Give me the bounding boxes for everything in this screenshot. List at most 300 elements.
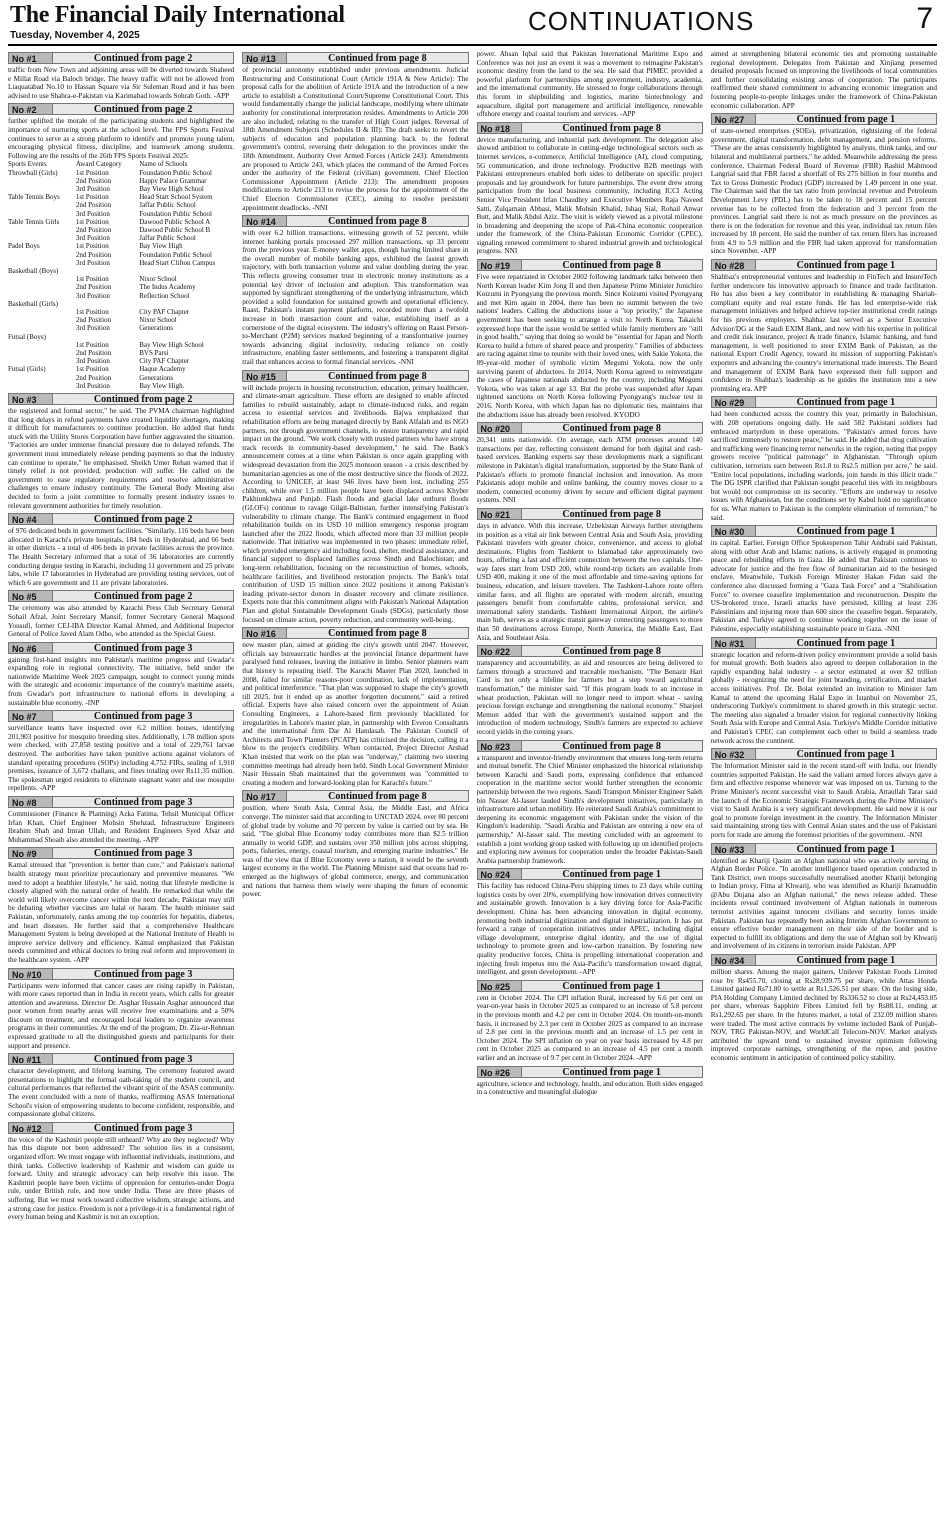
block-title: Continued from page 3 <box>53 1122 234 1134</box>
results-cell <box>8 382 76 390</box>
results-row <box>8 210 234 218</box>
results-cell: 3rd Position <box>75 381 110 390</box>
block-paragraph: The Information Minister said in the recent stand-off with India, our friendly countries supported Pakistan. He said the valiant armed forces always gave a firm and effective response whenever war was imposed on us. Turning to the Prime Minister's recent successful visit to Saudi Arabia, Attaullah Tarar said the launch of the Economic Strategic Framework during the Prime Minister's visit to Saudi Arabia is a very significant development. He said now it is our goal to promote foreign investment in the country. The Information Minister said maintaining strong ties with Central Asian states and the use of Pakistani ports for trade are among the foremost priorities of the government. -NNI <box>710 762 937 839</box>
block-header <box>8 847 234 859</box>
block-paragraph: days in advance. With this increase, Uzbekistan Airways further strengthens its position as a vital air link between Central Asia and South Asia, providing Pakistani travelers with greater choice, convenience, and access to global destinations. Flights from Tashkent to Islamabad take approximately two hours, offering a fast and efficient connection between the two capitals. One-way fares start from USD 200, while round-trip tickets are available from USD 400, making it one of the most affordable and time-saving options for business, education, and leisure travelers. The Tashkent-Lahore route offers similar fares, and all flights are operated with modern aircraft, ensuring passengers benefit from comfortable cabins, professional service, and international safety standards. Tashkent International Airport, the airline's main hub, serves as a strategic transit gateway connecting passengers to more than 50 destinations across Europe, North America, the Middle East, East Asia, and Southeast Asia. <box>476 521 703 642</box>
results-cell: Generations <box>139 373 174 382</box>
block-header <box>8 513 234 525</box>
results-cell: The Indus Academy <box>139 283 196 292</box>
results-cell: 3rd Position <box>75 234 110 243</box>
results-cell: 1st Position <box>75 193 109 202</box>
results-row <box>8 292 234 300</box>
block-paragraph: the voice of the Kashmiri people still unheard? Why are they neglected? Why has this dispute not been addressed? The solution lies in a consistent, organized effort. We must engage with influential individuals, institutions, and think tanks. Collective leadership of Kashmir and wisdom can guide us forward. Unity and strategic advocacy can help resolve this issue. The Kashmiri people have been victims of oppression for centuries-under Dogra rule, under British rule, and now under India. These are three phases of suffering. But we must work toward collective wisdom, strategic actions, and a strong case for justice. Freedom is not a privilege-it is a fundamental right of every human being and Kashmir is not an exception. <box>8 1135 235 1222</box>
block-number: No #17 <box>242 790 287 802</box>
results-row <box>8 283 234 291</box>
block-title: Continued from page 8 <box>522 422 703 434</box>
continuation-block <box>711 637 937 746</box>
block-number: No #5 <box>8 590 53 602</box>
block-paragraph: Commissioner (Finance & Planning) Azka Fatima, Tehsil Municipal Officer Irfan Khan, Chief Engineer Mohsin Shehzad, Infrastructure Engineers Ibrahim Shah and Imran Ullah, and Resident Engineers Syed Afsar and Muhammad Shoaib also attended the meeting. -APP <box>8 810 235 844</box>
results-cell: 1st Position <box>75 242 109 251</box>
results-cell <box>8 283 76 291</box>
block-header <box>711 843 937 855</box>
results-cell <box>76 333 139 341</box>
block-text <box>477 50 703 119</box>
block-header <box>8 642 234 654</box>
page-number: 7 <box>916 2 933 35</box>
block-paragraph: aimed at strengthening bilateral economic ties and promoting sustainable regional development. Delegates from Pakistan and Xinjiang presented detailed proposals focused on improving the livelihoods of local communities and further consolidating existing areas of cooperation. The participants reaffirmed their shared commitment to advancing economic integration and fostering people-to-people linkages under the framework of China-Pakistan economic collaboration. APP <box>710 50 937 110</box>
results-row <box>8 300 234 308</box>
block-number: No #7 <box>8 710 53 722</box>
block-text <box>711 410 937 522</box>
results-cell: 1st Position <box>75 275 109 284</box>
block-header <box>477 1066 703 1078</box>
block-paragraph: Five were repatriated in October 2002 following landmark talks between then North Korean leader Kim Jong Il and then Japanese Prime Minister Junichiro Koizumi in Pyongyang the previous month. Since Koizumi visited Pyongyang and met Kim again in 2004, there has been no summit between the two nations' leaders. Calling the abductions issue a "top priority," the Japanese government has been seeking to arrange a visit to North Korea. Takaichi expressed hope that the issue would be settled while family members are "still in good health," saying that doing so would be "essential for Japan and North Korea to build a future of shared peace and prosperity." Families of abductees are racing against time to reunite with their loved ones, with Sakie Yokota, the 89-year-old mother of symbolic victim Megumi Yokota, now the only surviving parent of abductees. In 2014, North Korea agreed to reinvestigate the cases of Japanese nationals abducted by the country, including Megumi Yokota, who was taken at age 13. But the probe was suspended after Japan tightened sanctions on North Korea following Pyongyang's nuclear test in 2016. North Korea, with which Japan has no diplomatic ties, maintains that the abductions issue has already been resolved. KYODO <box>476 273 703 419</box>
results-row <box>8 316 234 324</box>
block-title: Continued from page 1 <box>756 954 937 966</box>
results-row <box>8 341 234 349</box>
block-number: No #12 <box>8 1122 53 1134</box>
results-row <box>8 382 234 390</box>
block-paragraph: device manufacturing, and industrial park development. The delegation also showed ambition to collaborate in cutting-edge technological sectors such as Internet services, e-commerce, Artificial Intelligence (AI), cloud computing, 5G communication, and drone technology. Productive B2B meetings with Pakistani entrepreneurs enabled both sides to deliberate on specific project proposals and lay groundwork for future partnerships. The event drew strong participation from the local business community, including ICCI Acting Senior Vice President Irfan Chaudhry and Executive Members Raja Naveed Satti, Zulqarnain Abbasi, Malik Mohsin Khalid, Ishaq Sial, Rohail Anwar Butt, and Malik Abdul Aziz. The visit is widely viewed as a pivotal milestone in broadening and deepening the scope of Pak-China economic cooperation under the framework of the China-Pakistan Economic Corridor (CPEC), signaling renewed commitment to shared industrial growth and technological progress. NNI <box>476 135 703 256</box>
block-title: Continued from page 1 <box>756 843 937 855</box>
block-header <box>8 393 234 405</box>
results-cell: Generations <box>139 324 174 333</box>
block-title: Continued from page 1 <box>756 748 937 760</box>
block-paragraph: its capital. Earlier, Foreign Office Spokesperson Tahir Andrabi said Pakistan, along with other Arab and Islamic nations, is actively engaged in promoting peace and rebuilding efforts in Gaza. He added that Pakistan continues to advocate for justice and the free flow of humanitarian aid to the besieged enclave. Meanwhile, Turkish Foreign Minister Hakan Fidan said the conference also discussed forming a "Gaza Task Force" and a "Stabilisation Force" to oversee ceasefire implementation and reconstruction. Despite the US-brokered truce, Israeli attacks have persisted, killing at least 236 Palestinians and injuring more than 600 since the ceasefire began. Separately, Pakistan and Turkiye agreed to continue working together on the issue of Palestine, especially establishing sustainable peace in Gaza. -NNI <box>710 539 937 634</box>
results-cell <box>8 308 76 316</box>
results-cell <box>139 333 234 341</box>
block-header <box>477 740 703 752</box>
newspaper-title: The Financial Daily International <box>10 2 345 28</box>
results-cell: 1st Position <box>75 340 109 349</box>
block-title: Continued from page 1 <box>522 868 703 880</box>
continuation-block <box>8 590 234 638</box>
continuation-block <box>8 847 234 964</box>
block-text <box>477 882 703 977</box>
block-title: Continued from page 2 <box>53 513 234 525</box>
block-title: Continued from page 8 <box>522 259 703 271</box>
results-cell: 2nd Position <box>75 250 112 259</box>
results-cell: Sports Events <box>8 160 47 169</box>
results-row <box>8 193 234 201</box>
results-cell: Basketball (Boys) <box>8 266 59 275</box>
continuation-block <box>242 627 468 787</box>
results-cell <box>8 341 76 349</box>
continuation-block <box>711 259 937 393</box>
continuation-block <box>8 968 234 1051</box>
results-cell <box>8 251 76 259</box>
block-number: No #28 <box>711 259 756 271</box>
block-paragraph: cent in October 2024. The CPI inflation Rural, increased by 6.6 per cent on year-on-year basis in October 2025 as compared to an increase of 5.8 percent in the previous month and 4.2 per cent in October 2024. On month-on-month basis, it increased by 2.3 per cent in October 2025 as compared to an increase of 2.8 per cent in the previous month and an increase of 1.5 per cent in October 2024. The SPI inflation on year on year basis increased by 4.8 per cent in October 2025 as compared to an increase of 4.5 per cent a month earlier and an increase of 9.7 per cent in October 2024. -APP <box>476 993 703 1062</box>
block-text <box>242 384 468 625</box>
block-header <box>477 259 703 271</box>
results-cell: City PAF Chapter <box>139 357 190 366</box>
block-number: No #18 <box>477 122 522 134</box>
block-text <box>8 407 234 510</box>
continuation-block <box>477 645 703 736</box>
block-title: Continued from page 1 <box>522 980 703 992</box>
block-text <box>711 50 937 110</box>
results-cell: 2nd Position <box>75 373 112 382</box>
block-title: Continued from page 3 <box>53 1053 234 1065</box>
block-text <box>8 724 234 793</box>
results-cell <box>139 267 234 275</box>
block-title: Continued from page 8 <box>522 740 703 752</box>
block-title: Continued from page 1 <box>756 637 937 649</box>
block-number: No #6 <box>8 642 53 654</box>
results-cell <box>8 316 76 324</box>
sports-results-table <box>8 160 234 390</box>
column-2 <box>242 50 468 1520</box>
results-cell: Name of Schools <box>139 160 188 169</box>
block-text <box>477 273 703 419</box>
continuation-block <box>711 113 937 256</box>
block-text <box>711 857 937 952</box>
results-cell <box>8 210 76 218</box>
block-header <box>477 980 703 992</box>
results-row <box>8 308 234 316</box>
block-header <box>711 637 937 649</box>
block-title: Continued from page 8 <box>522 645 703 657</box>
block-title: Continued from page 3 <box>53 968 234 980</box>
results-cell: 2nd Position <box>75 201 112 210</box>
results-cell <box>8 185 76 193</box>
results-cell: Bay View High School <box>139 184 204 193</box>
results-cell <box>8 324 76 332</box>
block-header <box>8 103 234 115</box>
block-text <box>477 136 703 256</box>
block-title: Continued from page 2 <box>53 103 234 115</box>
results-row <box>8 234 234 242</box>
block-title: Continued from page 1 <box>756 525 937 537</box>
results-cell: 1st Position <box>75 168 109 177</box>
block-text <box>8 604 234 638</box>
block-text <box>242 229 468 367</box>
results-cell <box>8 259 76 267</box>
block-paragraph: the registered and formal sector," he said. The PVMA chairman highlighted that long delays in refund payments have created liquidity shortages, making it difficult for manufacturers to continue production. He added that funds stuck with the Utility Stores Corporation have further aggravated the situation. "Factories are under immense financial pressure due to delayed refunds. The government must immediately release pending payments so that the industry can continue to operate," he emphasised. Sheikh Umer Rehan warned that if timely relief is not provided, production will suffer. He called on the government to ease regulatory requirements and resolve administrative challenges to ensure industry continuity. The General Body Meeting also decided to form a joint committee to formally present industry issues to relevant government authorities for timely resolution. <box>8 407 235 510</box>
block-number: No #20 <box>477 422 522 434</box>
block-header <box>8 710 234 722</box>
results-cell: 3rd Position <box>75 258 110 267</box>
block-text <box>242 641 468 787</box>
block-header <box>242 370 468 382</box>
results-cell: Dawood Public School A <box>139 217 211 226</box>
block-number: No #26 <box>477 1066 522 1078</box>
results-cell: Foundation Public School <box>139 209 212 218</box>
block-text <box>8 66 234 100</box>
continuation-block <box>8 1053 234 1119</box>
block-text <box>711 539 937 634</box>
block-number: No #29 <box>711 396 756 408</box>
results-cell: 1st Position <box>75 217 109 226</box>
continuation-block <box>711 525 937 634</box>
block-title: Continued from page 2 <box>53 52 234 64</box>
results-row <box>8 333 234 341</box>
results-row <box>8 251 234 259</box>
results-cell: Nixor School <box>139 316 177 325</box>
block-text <box>8 861 234 964</box>
block-paragraph: transparency and accountability, as aid and resources are being delivered to farmers through a structured and traceable mechanism. "The Benazir Hari Card is not only a lifeline for farmers but a step toward agricultural transformation," the minister said. "If this program leads to an increase in wheat production, Pakistan will no longer need to import wheat - saving precious foreign exchange and strengthening the national economy." Sharjeel Memon added that with the government's sustained support and the introduction of modern technology, Sindh's farmers are expected to achieve record yields in the coming years. <box>476 659 703 736</box>
block-header <box>242 627 468 639</box>
results-row <box>8 275 234 283</box>
block-paragraph: further uplifted the morale of the participating students and highlighted the importance of nurturing sports at the school level. The FPS Sports Festival continues to serve as a strong platform to identify and promote young talent, encouraging physical fitness, discipline, and teamwork among students. Following are the results of the 26th FPS Sports Festival 2025: <box>8 117 235 160</box>
continuation-block <box>242 370 468 625</box>
block-number: No #32 <box>711 748 756 760</box>
block-text <box>242 66 468 212</box>
results-cell: Bay View High. <box>139 381 185 390</box>
block-number: No #33 <box>711 843 756 855</box>
block-number: No #31 <box>711 637 756 649</box>
block-header <box>477 508 703 520</box>
continuation-block <box>477 259 703 419</box>
results-cell: Happy Palace Grammar <box>139 176 207 185</box>
results-cell: Nixor School <box>139 275 177 284</box>
continuation-block <box>477 980 703 1063</box>
results-cell <box>8 226 76 234</box>
results-cell: Throwball (Girls) <box>8 168 58 177</box>
block-number: No #4 <box>8 513 53 525</box>
results-cell: Foundation Public School <box>139 168 212 177</box>
block-title: Continued from page 1 <box>756 113 937 125</box>
continuation-block <box>8 52 234 100</box>
continuation-block <box>711 396 937 522</box>
block-paragraph: Participants were informed that cancer cases are rising rapidly in Pakistan, with more cases reported than in India in recent years, which calls for greater attention and awareness. Director Dr. Asghar Hussain Asghar announced that poor women from nearby areas will receive free examinations and a 50% discount on treatment, and encouraged local leaders to organize awareness programs in their communities. At the end of the program, Dr. Zia-ur-Rehman expressed gratitude to all the distinguished guests and participants for their support and presence. <box>8 981 235 1050</box>
results-cell: Padel Boys <box>8 242 40 251</box>
block-header <box>8 52 234 64</box>
continuation-block <box>477 122 703 256</box>
results-cell: 3rd Position <box>75 209 110 218</box>
block-paragraph: had been conducted across the country this year, primarily in Balochistan, with 208 operations ongoing daily. He said 582 Pakistani soldiers had embraced martyrdom in these operations. "Pakistan's armed forces have sacrificed immensely to restore peace," he said. He added that drug cultivation and trafficking were financing terror networks in the region, noting that poppy growers receive "political patronage" in Afghanistan. "Through opium cultivation, terrorists earn between Rs1.8 to Rs2.5 million per acre," he said. "Entire local populations, including warlords, join hands in this illicit trade." The DG ISPR clarified that Pakistan sought peaceful ties with its neighbours but would not compromise on its security. "Efforts are underway to resolve issues with Afghanistan, but the conditions set by Kabul hold no significance for us. What matters to Pakistan is the complete elimination of terrorism," he said. <box>710 410 937 522</box>
column-3 <box>477 50 703 1520</box>
block-number: No #34 <box>711 954 756 966</box>
block-title: Continued from page 1 <box>756 396 937 408</box>
results-cell: Head Start School System <box>139 193 213 202</box>
continuation-block <box>477 50 703 119</box>
block-paragraph: This facility has reduced China-Peru shipping times to 23 days while cutting logistics costs by over 20%, exemplifying how innovation drives connectivity and sustainable growth. Innovation is a key driving force for Asia-Pacific development. China has been advancing innovation in digital economy, promoting both industrial digitization and digital industrialization. It has put forward a range of cooperation initiatives under APEC, including digital village development, enterprise digital identity, and the use of digital technology to promote green and low-carbon transition. By fostering new quality productive forces, China is propelling international cooperation and injecting fresh impetus into the Asia-Pacific's transformation toward digital, intelligent, and green development. -APP <box>476 882 703 977</box>
results-cell: Futsal (Girls) <box>8 365 46 374</box>
block-text <box>8 656 234 708</box>
block-paragraph: of provincial autonomy established under previous amendments. Judicial Restructuring and Constitutional Court (Article 191A & New Article): The proposal calls for the abolition of Article 191A and the introduction of a new article to establish a Constitutional Court/Supreme Constitutional Court. This would fundamentally change the judicial landscape, modifying where ultimate authority for constitutional interpretation resides. Amendments to Article 200 are also included, relating to the transfer of High Court judges. Reversal of 18th Amendment Subjects (Schedules II & III): The draft seeks to revert the subjects of education and population planning back to the federal government's control, reversing their delegation to the provinces under the 18th Amendment. Authority Over Armed Forces (Article 243): Amendments are proposed to Article 243, which places the command of the Armed Forces under the authority of the Federal (civilian) government. Chief Election Commissioner Appointment (Article 213): The amendment proposes modifications to Article 213 to revise the process for the appointment of the Chief Election Commissioner (CEC), aiming to resolve persistent appointment deadlocks. -NNI <box>242 66 469 212</box>
results-cell: 2nd Position <box>75 283 112 292</box>
results-cell: Futsal (Boys) <box>8 332 46 341</box>
block-header <box>711 113 937 125</box>
block-text <box>711 651 937 746</box>
continuation-block <box>8 710 234 793</box>
block-number: No #3 <box>8 393 53 405</box>
block-paragraph: traffic from New Town and adjoining areas will be diverted towards Shaheed e Millat Road via Baloch bridge. The heavy traffic will not be allowed from Liaquatabad No.10 to Hassan Square via Sir Suleman Road and it has been advised to use Shahra-e-Pakistan via Karimabad towards Sohrab Goth. -APP <box>8 66 235 100</box>
block-paragraph: will include projects in housing reconstruction, education, primary healthcare, and climate-smart agriculture. These efforts are designed to enable affected families to rebuild sustainably, adapt to climate-induced risks, and regain access to essential services and livelihoods. Bajwa emphasized that rehabilitation efforts are being managed directly by Bank Alfalah and its NGO partners, not through government channels, to ensure transparency and rapid impact on the ground. "We work closely with trusted partners who have strong track records in community-based development," he said. The Bank's announcement comes at a time when Pakistan is once again grappling with widespread devastation from the 2025 monsoon season - a crisis described by humanitarian agencies as one of the most destructive since the floods of 2022. According to UNICEF, at least 946 lives have been lost, including 255 children, while over 1.5 million people have been displaced across Khyber Pakhtunkhwa and Punjab. Flash floods and glacial lake outburst floods (GLOFs) continue to ravage Gilgit-Baltistan, further intensifying Pakistan's vulnerability to climate change. The Bank's continued engagement in flood rehabilitation builds on its USD 10 million emergency response program launched after the 2022 floods, which affected more than 33 million people nationwide. That initiative was implemented in two phases: immediate relief, which provided emergency aid including food, shelter, medical assistance, and financial support to displaced families across Sindh and Balochistan; and long-term rehabilitation, focusing on the reconstruction of homes, schools, healthcare facilities, and livelihood restoration projects. The Bank's total contribution of USD 15 million since 2022 positions it among Pakistan's leading private-sector donors in disaster recovery and climate resilience. Experts note that this commitment aligns with Pakistan's National Adaptation Plan and global Sustainable Development Goals (SDGs), particularly those focused on climate action, poverty reduction, and community well-being. <box>242 383 469 624</box>
block-title: Continued from page 2 <box>53 393 234 405</box>
results-cell: 3rd Position <box>75 324 110 333</box>
block-paragraph: The ceremony was also attended by Karachi Press Club Secretary General Sohail Afzal, Joint Secretary Mansif, former Secretary General Maqsood Yousufi, former CEJ-IBA Director Kamal Ahmed, and Additional Inspector General of Police Javed Alam Odho, who attended as the Special Guest. <box>8 604 235 639</box>
results-cell: 1st Position <box>75 308 109 316</box>
results-cell <box>8 234 76 242</box>
block-paragraph: a transparent and investor-friendly environment that ensures long-term returns and mutual benefit. The Chief Minister emphasized the historical relationship between Karachi and Saudi ports, expressing confidence that enhanced cooperation in the maritime sector would further strengthen the economic partnership between the two regions. Saudi Transport Minister Engineer Saleh bin Nasser Al-Jasser lauded Sindh's development initiatives, particularly in infrastructure and urban mobility. He reiterated Saudi Arabia's commitment to deepening its economic engagement with Pakistan under the vision of the Kingdom's leadership. "Saudi Arabia and Pakistan are entering a new era of partnership," Al-Jasser said. The meeting concluded with an agreement to establish a joint working group tasked with following up on identified projects and exploring new avenues for cooperation under the broader Pakistan-Saudi Arabia partnership framework. <box>476 753 703 865</box>
block-title: Continued from page 8 <box>522 508 703 520</box>
block-title: Continued from page 8 <box>287 215 468 227</box>
block-text <box>711 127 937 256</box>
block-number: No #23 <box>477 740 522 752</box>
block-title: Continued from page 3 <box>53 710 234 722</box>
block-header <box>711 525 937 537</box>
results-row <box>8 259 234 267</box>
block-number: No #13 <box>242 52 287 64</box>
results-row <box>8 349 234 357</box>
results-cell <box>8 349 76 357</box>
block-header <box>8 1122 234 1134</box>
continuation-block <box>477 422 703 505</box>
results-row <box>8 267 234 275</box>
results-cell: Basketball (Girls) <box>8 299 58 308</box>
results-cell: 2nd Position <box>75 349 112 358</box>
results-cell: 2nd Position <box>75 316 112 325</box>
results-cell <box>76 267 139 275</box>
block-paragraph: character development, and lifelong learning. The ceremony featured award presentations to highlight the formal oath-taking of the student council, and cultural performances that reflected the vibrant spirit of the ASAS community. The event concluded with a note of thanks, reaffirming ASAS International School's vision of empowering students to become confident, responsible, and compassionate global citizens. <box>8 1067 235 1119</box>
block-text <box>711 968 937 1063</box>
block-text <box>711 273 937 393</box>
block-title: Continued from page 8 <box>287 370 468 382</box>
results-row <box>8 226 234 234</box>
block-title: Continued from page 1 <box>756 259 937 271</box>
continuation-block <box>477 1066 703 1097</box>
block-text <box>477 994 703 1063</box>
block-number: No #30 <box>711 525 756 537</box>
results-cell <box>139 300 234 308</box>
issue-date: Tuesday, November 4, 2025 <box>10 30 140 41</box>
block-paragraph: million shares. Among the major gainers, Unilever Pakistan Foods Limited rose by Rs455.70, closing at Rs28,939.75 per share, while Attas Honda Limited gained Rs71.80 to settle at Rs1,526.51 per share. On the losing side, PIA Holding Company Limited declined by Rs336.52 to close at Rs24,453.05 per share, whereas Sapphire Fibres Limited fell by Rs88.11, ending at Rs1,292.65 per share. In the futures market, a total of 232.09 million shares were traded. The most active contracts by volume included Bank of Punjab-NOV, TRG Pakistan-NOV, and WorldCall Telecom-NOV. Market analysts attributed the upward trend to sustained investor optimism following improved corporate earnings, strengthening of the rupee, and positive economic sentiment in anticipation of continued policy stability. <box>710 968 937 1062</box>
results-cell: 2nd Position <box>75 176 112 185</box>
results-cell: 3rd Position <box>75 291 110 300</box>
results-cell: 2nd Position <box>75 225 112 234</box>
results-cell: Jaffar Public School <box>139 234 196 243</box>
block-title: Continued from page 8 <box>522 122 703 134</box>
results-cell <box>8 177 76 185</box>
block-number: No #16 <box>242 627 287 639</box>
block-number: No #19 <box>477 259 522 271</box>
block-text <box>8 117 234 160</box>
block-header <box>477 422 703 434</box>
continuation-block <box>8 513 234 587</box>
block-title: Continued from page 3 <box>53 642 234 654</box>
results-cell <box>8 275 76 283</box>
block-number: No #25 <box>477 980 522 992</box>
block-title: Continued from page 2 <box>53 590 234 602</box>
masthead-rule <box>8 44 937 46</box>
continuation-block <box>242 215 468 367</box>
continuation-block <box>477 868 703 977</box>
column-4 <box>711 50 937 1520</box>
block-number: No #9 <box>8 847 53 859</box>
results-cell: Bay View High School <box>139 340 204 349</box>
block-paragraph: gaining first-hand insights into Pakistan's maritime progress and Gwadar's expanding role in regional connectivity. The initiative, held under the nationwide Maritime Week 2025 campaign, sought to connect young minds with the strategic and economic importance of the country's maritime assets, from Gwadar's port infrastructure to national efforts in developing a sustainable blue economy. -INP <box>8 655 235 707</box>
block-number: No #2 <box>8 103 53 115</box>
results-cell <box>8 292 76 300</box>
continuation-block <box>711 843 937 952</box>
block-text <box>242 804 468 899</box>
continuation-block <box>711 748 937 839</box>
block-title: Continued from page 3 <box>53 847 234 859</box>
block-paragraph: 20,341 units nationwide. On average, each ATM processes around 140 transactions per day, reflecting consistent demand for both digital and cash-based services. Banking experts say these developments mark a significant milestone in Pakistan's digital transformation, supported by the State Bank of Pakistan's efforts to promote financial inclusion and innovation. As more Pakistanis adopt mobile and online banking, the country moves closer to a modern, connected economy driven by secure and efficient digital payment systems. NNI <box>476 436 703 505</box>
results-cell: City PAF Chapter <box>139 308 190 316</box>
block-paragraph: new master plan, aimed at guiding the city's growth until 2047. However, officials say bureaucratic hurdles at the provincial finance department have paralysed fund releases, leaving the initiative in limbo. Senior planners warn that history is repeating itself. The Karachi Master Plan 2020, launched in 2008, failed for similar reasons-poor coordination, lack of implementation, and political interference. "That plan was supposed to shape the city's growth till 2025, but it ended up as another forgotten document," said a retired official. Experts have also raised concern over the appointment of Asian Consulting Engineers, a Lahore-based firm previously blacklisted for irregularities in Lahore's master plan, in partnership with Everon Consultants and the international firm Dar Al Handasah. The Pakistan Council of Architects and Town Planners (PCATP) has criticised the decision, calling it a blow to the project's credibility. When contacted, Project Director Arshad Khan insisted that work on the plan was "underway," claiming two steering committee meetings had already been held. Sindh Local Government Minister Nasir Hussain Shah maintained that the government was "committed to creating a modern and forward-looking plan for Karachi's future." <box>242 641 469 787</box>
block-title: Continued from page 8 <box>287 627 468 639</box>
results-row <box>8 242 234 250</box>
block-header <box>477 122 703 134</box>
block-text <box>477 754 703 866</box>
block-text <box>477 659 703 736</box>
results-row <box>8 169 234 177</box>
results-row <box>8 185 234 193</box>
block-number: No #24 <box>477 868 522 880</box>
block-header <box>8 968 234 980</box>
block-text <box>477 436 703 505</box>
continuation-block <box>242 790 468 899</box>
block-header <box>8 590 234 602</box>
results-cell: Table Tennis Boys <box>8 193 60 202</box>
continuation-block <box>477 508 703 642</box>
results-row <box>8 324 234 332</box>
block-header <box>477 868 703 880</box>
block-number: No #11 <box>8 1053 53 1065</box>
block-text <box>477 522 703 642</box>
continuation-block <box>711 50 937 110</box>
block-text <box>8 810 234 844</box>
continuation-block <box>242 52 468 212</box>
block-header <box>711 396 937 408</box>
results-row <box>8 177 234 185</box>
block-number: No #10 <box>8 968 53 980</box>
results-row <box>8 218 234 226</box>
block-paragraph: strategic location and reform-driven policy environment provide a solid basis for mutual growth. Both leaders also agreed to deepen collaboration in the rapidly expanding halal industry - a sector estimated at over $2 trillion globally - recognizing the need for joint branding, certification, and market access initiatives. Prof. Dr. Bolat extended an invitation to Minister Jam Kamal to attend the upcoming Halal Expo in Istanbul on November 25, underscoring Turkiye's commitment to shared growth in this strategic sector. The meeting also signaled a broader vision for regional connectivity linking South Asia with Europe and Central Asia. Turkiye's Middle Corridor initiative and Pakistan's CPEC can complement each other to build a seamless trade network across the continent. <box>710 650 937 745</box>
results-cell: Bay View High <box>139 242 183 251</box>
results-cell: Haque Academy <box>139 365 186 374</box>
results-cell: 1st Position <box>75 365 109 374</box>
block-number: No #21 <box>477 508 522 520</box>
block-text <box>8 1067 234 1119</box>
block-header <box>242 790 468 802</box>
results-cell <box>8 374 76 382</box>
block-paragraph: of 976 dedicated beds in government facilities. "Similarly, 116 beds have been allocated in Karachi's private hospitals, 184 beds in Hyderabad, and 66 beds in other districts - a total of 406 beds in private facilities across the province. The Health Secretary informed that a total of 36 laboratories are currently conducting dengue testing in Karachi, including 11 government and 25 private labs, while 17 laboratories in Hyderabad are providing testing services, out of which 6 are government and 11 are private laboratories. <box>8 527 235 587</box>
continuation-block <box>8 1122 234 1222</box>
results-row <box>8 357 234 365</box>
block-header <box>242 215 468 227</box>
block-header <box>8 1053 234 1065</box>
continuation-block <box>8 103 234 390</box>
results-cell: Table Tennis Girls <box>8 217 60 226</box>
results-cell: Reflection School <box>139 291 190 300</box>
results-row <box>8 160 234 168</box>
column-1 <box>8 50 234 1520</box>
block-text <box>711 762 937 839</box>
block-number: No #1 <box>8 52 53 64</box>
block-header <box>8 796 234 808</box>
continuation-block <box>8 393 234 510</box>
block-paragraph: power. Ahsan Iqbal said that Pakistan International Maritime Expo and Conference was not just an event it was a movement to reimagine Pakistan's economic destiny from the land to the sea. He said that PIMEC provided a powerful platform for partnerships among government, industry, academia, and the international community. He stressed to forge collaborations through this forum in shipbuilding and logistics, marine biotechnology and aquaculture, digital port management and artificial intelligence, renewable offshore energy and coastal tourism and services. -APP <box>476 50 703 119</box>
continuation-block <box>711 954 937 1063</box>
block-number: No #8 <box>8 796 53 808</box>
block-paragraph: agriculture, science and technology, health, and education. Both sides engaged in a constructive and meaningful dialogue <box>476 1079 703 1097</box>
block-paragraph: position, where South Asia, Central Asia, the Middle East, and Africa converge. The minister said that according to UNCTAD 2024, over 80 percent of global trade by volume and 70 percent by value is carried out by sea. He said, "The global Blue Economy today contributes more than $2.5 trillion annually to world GDP, and sustains over 350 million jobs across shipping, ports, fisheries, energy, coastal tourism, and emerging marine industries." He was of the view that if Blue Economy were a nation, it would be the seventh largest economy in the world. The Planning Minister said that oceans had re-emerged as the highways of global commerce, energy, and communication and nations that harness them wisely were shaping the future of economic power. <box>242 804 469 899</box>
results-cell: Foundation Public School <box>139 250 212 259</box>
results-cell: Dawood Public School B <box>139 225 211 234</box>
block-header <box>242 52 468 64</box>
block-paragraph: Kamal stressed that "prevention is better than cure," and Pakistan's national health strategy must prioritize precautionary and preventive measures. "We need to adopt a healthier lifestyle," he said, noting that lifestyle medicine is closely aligned with the natural order of health. He remarked that while the world will likely overcome cancer within the next decade, Pakistan may still be debating whether vaccines are halal or haram. The health minister said Pakistan, unfortunately, ranks among the top countries for hepatitis, diabetes, and heart diseases. He further said that a comprehensive Healthcare Management System is being developed at the National Institute of Health to improve service delivery and efficiency. Kamal emphasized that Pakistan needs committed and ethical doctors to bring real reform and improvement in the healthcare system. -APP <box>8 861 235 964</box>
block-text <box>8 527 234 587</box>
masthead <box>0 0 945 44</box>
block-paragraph: surveillance teams have inspected over 6.2 million houses, identifying 201,903 positive for mosquito breeding sites. Additionally, 1.78 million spots were checked, with 27,858 testing positive and a total of 229,761 larvae destroyed. The authorities have taken punitive actions against violators of standard operating procedures (SOPs) including 4,752 FIRs, sealing of 1,910 premises, issuance of 3,672 challans, and fines totaling over Rs11.35 million. The spokesman urged residents to eliminate stagnant water and use mosquito repellents. -APP <box>8 724 235 793</box>
block-title: Continued from page 8 <box>287 790 468 802</box>
block-title: Continued from page 8 <box>287 52 468 64</box>
